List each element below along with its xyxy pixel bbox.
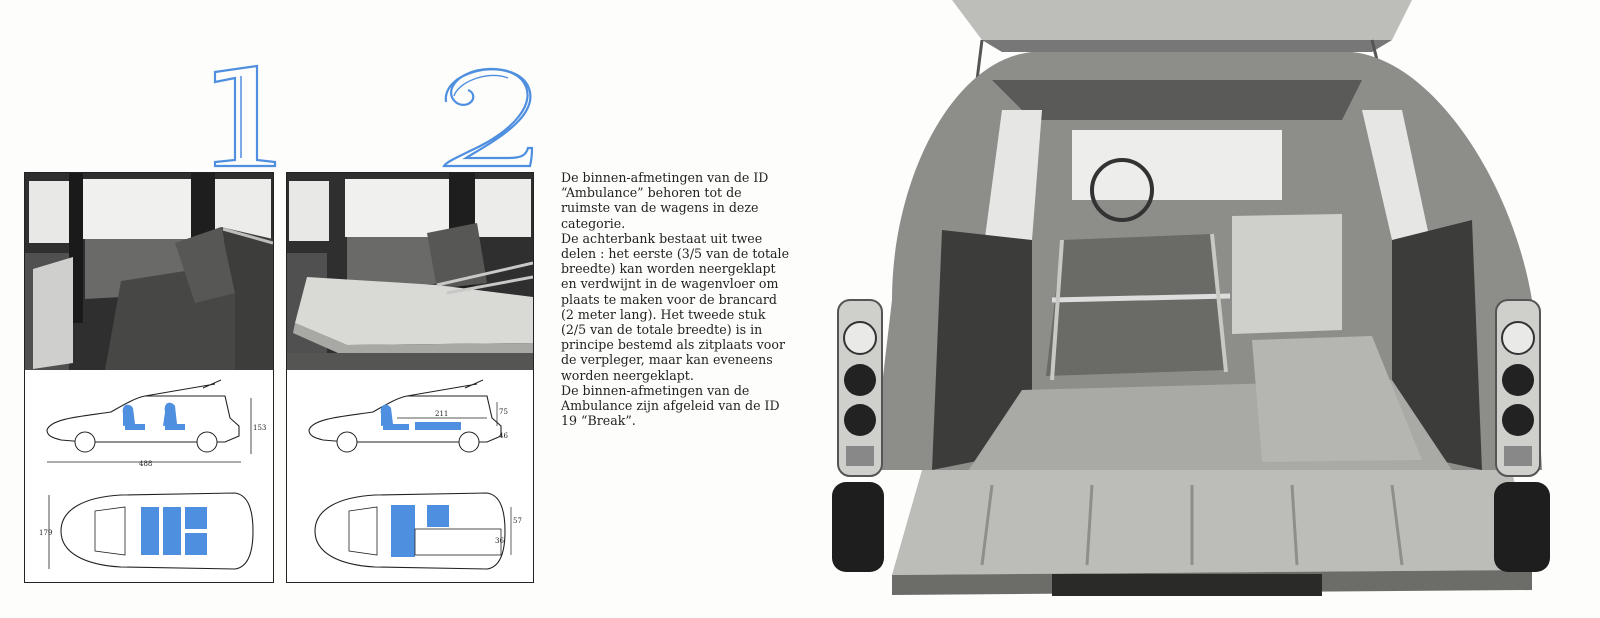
svg-text:153: 153 <box>253 424 267 432</box>
svg-text:75: 75 <box>499 408 508 416</box>
side-view-diagram-2 <box>287 378 533 473</box>
svg-text:57: 57 <box>513 517 522 525</box>
paragraph-2: De achterbank bestaat uit twee delen : het eerste (3/5 van de totale breedte) kan worden neergeklapt en verdwijnt in de wagenvloer om plaats te maken voor de brancard (2 meter lang). Het tweede stuk (2/5 van de totale breedte) is in principe bestemd als zitplaats voor de verpleger, maar kan eveneens worden neergeklapt. <box>561 230 790 383</box>
top-view-diagram-1 <box>25 481 273 581</box>
panel-seat-folded <box>286 172 534 583</box>
paragraph-1: De binnen-afmetingen van de ID “Ambulance” behoren tot de ruimste van de wagens in deze categorie. <box>561 170 769 231</box>
svg-text:36: 36 <box>495 537 504 545</box>
description-text <box>561 170 791 428</box>
interior-photo-1 <box>25 173 273 370</box>
svg-text:488: 488 <box>139 460 153 468</box>
interior-photo-2 <box>287 173 533 370</box>
numeral-2 <box>432 62 542 170</box>
svg-text:46: 46 <box>499 432 508 440</box>
svg-text:211: 211 <box>435 410 449 418</box>
panel-seats-upright <box>24 172 274 583</box>
top-view-diagram-2 <box>287 481 533 581</box>
numeral-1 <box>205 62 295 170</box>
side-view-diagram-1 <box>25 378 273 473</box>
rear-photo-ambulance <box>832 0 1600 618</box>
svg-text:179: 179 <box>39 529 53 537</box>
paragraph-3: De binnen-afmetingen van de Ambulance zijn afgeleid van de ID 19 “Break”. <box>561 382 780 429</box>
